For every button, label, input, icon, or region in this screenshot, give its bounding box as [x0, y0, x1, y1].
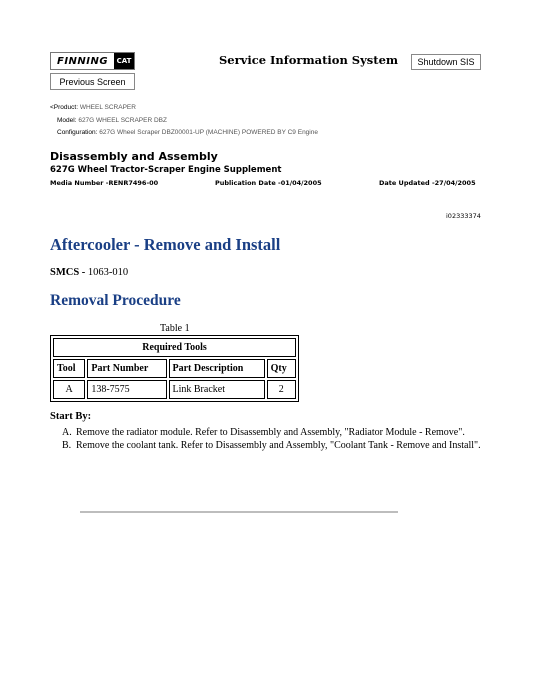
product-label[interactable]: Product:: [53, 104, 79, 111]
model-label: Model:: [57, 117, 77, 124]
column-header-part-number: Part Number: [87, 359, 166, 378]
start-by-steps: [62, 427, 482, 452]
date-updated: Date Updated -27/04/2005: [379, 179, 476, 187]
step-text: Remove the coolant tank. Refer to Disassembly and Assembly, "Coolant Tank - Remove and Install".: [76, 439, 481, 451]
logo-text: FINNING: [57, 55, 109, 67]
step-marker: A.: [62, 427, 72, 438]
section-title: Disassembly and Assembly: [50, 150, 218, 163]
column-header-tool: Tool: [53, 359, 85, 378]
removal-procedure-heading: Removal Procedure: [50, 292, 181, 309]
required-tools-table: [50, 335, 299, 402]
configuration-value: 627G Wheel Scraper DBZ00001-UP (MACHINE) POWERED BY C9 Engine: [99, 129, 318, 136]
smcs-code: [50, 267, 128, 278]
smcs-value: 1063-010: [87, 267, 129, 278]
app-title: Service Information System: [219, 53, 399, 67]
table-caption: Table 1: [160, 323, 190, 334]
list-item: [62, 427, 482, 439]
shutdown-sis-button[interactable]: Shutdown SIS: [411, 54, 481, 70]
cell-part-number: 138-7575: [87, 380, 166, 399]
back-chevron-icon[interactable]: <: [50, 104, 54, 111]
publication-date: Publication Date -01/04/2005: [215, 179, 322, 187]
product-value: WHEEL SCRAPER: [79, 104, 136, 111]
cell-qty: 2: [267, 380, 296, 399]
previous-screen-button[interactable]: Previous Screen: [50, 73, 135, 90]
column-header-qty: Qty: [267, 359, 296, 378]
model-line: [57, 117, 167, 124]
cat-logo-icon: CAT: [114, 53, 134, 69]
product-line: [50, 104, 136, 111]
configuration-label: Configuration:: [57, 129, 98, 136]
section-subtitle: 627G Wheel Tractor-Scraper Engine Supplement: [50, 165, 282, 175]
smcs-label: SMCS -: [50, 267, 86, 278]
column-header-part-description: Part Description: [169, 359, 265, 378]
cell-tool: A: [53, 380, 85, 399]
start-by-heading: Start By:: [50, 411, 92, 422]
cell-part-description: Link Bracket: [169, 380, 265, 399]
finning-cat-logo: [50, 52, 135, 70]
table-heading: Required Tools: [53, 338, 296, 357]
divider: [80, 511, 398, 513]
step-text: Remove the radiator module. Refer to Disassembly and Assembly, "Radiator Module - Remove".: [76, 427, 465, 438]
list-item: [62, 440, 482, 452]
media-number: Media Number -RENR7496-00: [50, 179, 159, 187]
article-title: Aftercooler - Remove and Install: [50, 235, 281, 254]
model-value: 627G WHEEL SCRAPER DBZ: [78, 117, 167, 124]
table-row: [53, 380, 296, 399]
document-id: i02333374: [446, 212, 481, 220]
step-marker: B.: [62, 439, 72, 451]
configuration-line: [57, 129, 318, 136]
